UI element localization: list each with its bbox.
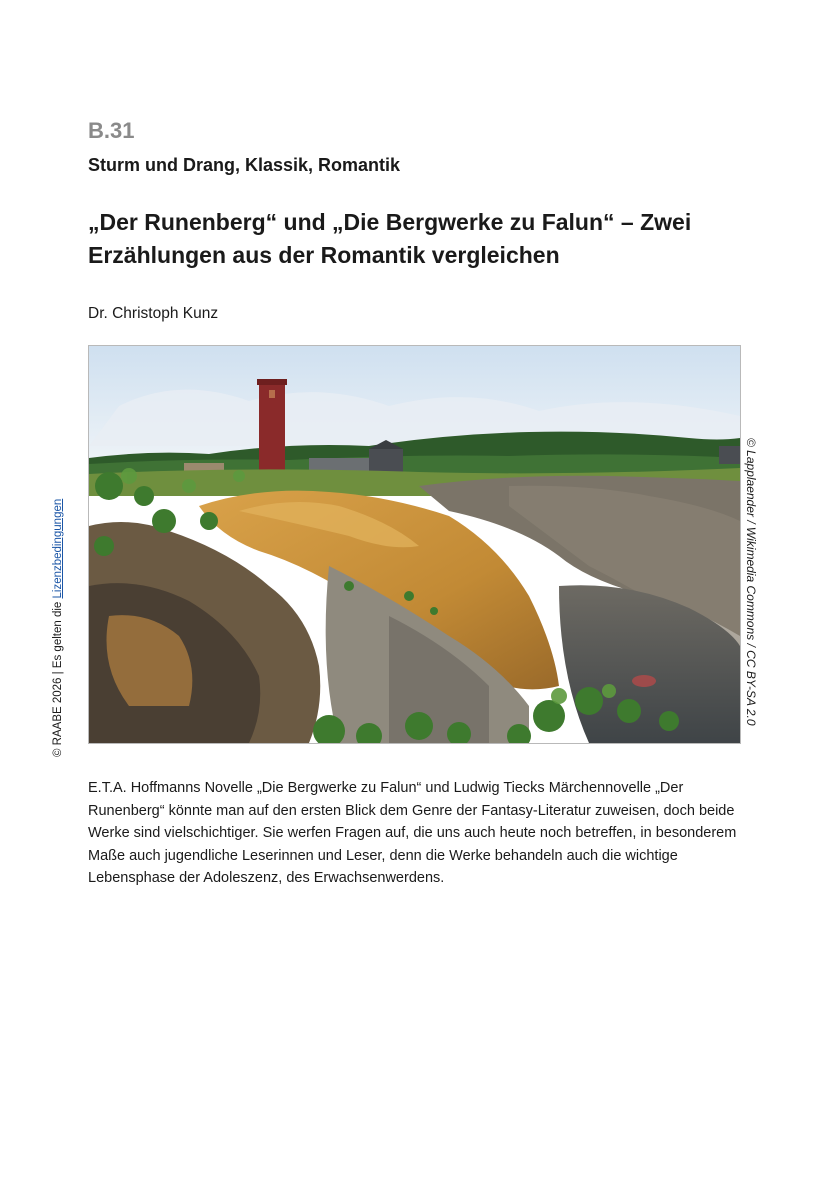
document-category: Sturm und Drang, Klassik, Romantik bbox=[88, 155, 401, 175]
copyright-text: © RAABE 2026 | Es gelten die bbox=[52, 598, 64, 757]
intro-paragraph: E.T.A. Hoffmanns Novelle „Die Bergwerke zu Falun“ und Ludwig Tiecks Märchennovelle „Der Runenberg“ könnte man auf den ersten Blick dem Genre der Fantasy-Literatur zuweisen, doch beide Werke sind vielschichtiger. Sie werfen Fragen auf, die uns auch heute noch betreffen, in besonderem Maße auch jugendliche Leserinnen und Leser, denn die Werke behandeln auch die wichtige Lebensphase der Adoleszenz, des Erwachsenwerdens. bbox=[88, 780, 737, 886]
document-code: B.31 bbox=[88, 118, 135, 143]
copyright-sidebar bbox=[52, 499, 64, 757]
mine-photo bbox=[88, 345, 741, 744]
document-author: Dr. Christoph Kunz bbox=[88, 305, 219, 322]
mine-landscape-illustration bbox=[89, 346, 740, 743]
license-link[interactable]: Lizenzbedingungen bbox=[52, 498, 64, 599]
photo-credit: © Lapplaender / Wikimedia Commons / CC BY-SA 2.0 bbox=[744, 438, 758, 726]
document-title: „Der Runenberg“ und „Die Bergwerke zu Falun“ – Zwei Erzählungen aus der Romantik vergleichen bbox=[88, 209, 692, 268]
